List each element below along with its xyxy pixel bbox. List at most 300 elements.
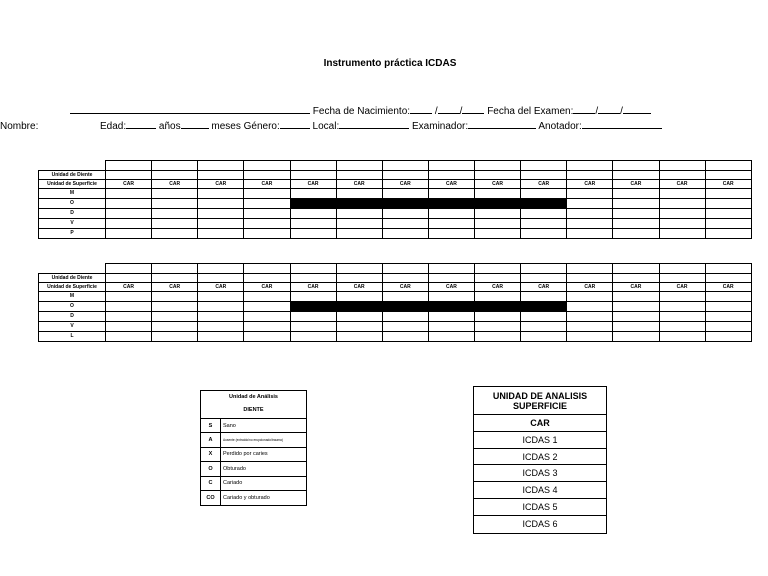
surface-cell[interactable] [475,229,521,239]
tooth-header-cell[interactable] [290,161,336,171]
tooth-unit-cell[interactable] [705,274,751,283]
surface-cell[interactable] [613,322,659,332]
car-cell: CAR [244,180,290,189]
table-corner [39,161,106,171]
tooth-unit-cell[interactable] [336,274,382,283]
car-cell: CAR [382,180,428,189]
surface-cell[interactable] [428,229,474,239]
surface-cell[interactable] [106,209,152,219]
car-cell: CAR [428,180,474,189]
tooth-header-cell[interactable] [659,264,705,274]
tooth-unit-cell[interactable] [382,274,428,283]
car-cell: CAR [428,283,474,292]
surface-cell[interactable] [152,189,198,199]
dates-line [70,104,651,117]
blocked-cell [428,199,474,209]
surface-cell[interactable] [659,322,705,332]
car-cell: CAR [567,180,613,189]
tooth-unit-cell[interactable] [290,274,336,283]
surface-cell[interactable] [428,209,474,219]
surface-cell[interactable] [567,219,613,229]
surface-cell[interactable] [567,199,613,209]
surface-cell[interactable] [336,219,382,229]
tooth-unit-cell[interactable] [106,171,152,180]
surface-cell[interactable] [336,312,382,322]
genero-label: Género: [243,121,280,132]
surface-cell[interactable] [705,332,751,342]
legend-diente-row [201,462,306,476]
surface-cell[interactable] [521,292,567,302]
label-unidad-diente: Unidad de Diente [39,171,106,180]
car-cell: CAR [521,283,567,292]
fecha-examen-year-field[interactable] [623,104,651,114]
legend-diente-desc: Ausente (extraído/no erupcionado/trauma) [223,438,283,443]
surface-cell[interactable] [290,189,336,199]
lower-teeth-table [38,263,752,342]
tooth-header-cell[interactable] [336,264,382,274]
surface-cell[interactable] [244,219,290,229]
car-cell: CAR [521,180,567,189]
car-cell: CAR [198,283,244,292]
surface-cell[interactable] [198,229,244,239]
legend-superficie-title-line2: SUPERFICIE [512,401,567,411]
car-cell: CAR [475,180,521,189]
nombre-label: Nombre: [0,121,39,132]
legend-diente-subtitle: DIENTE [201,402,306,419]
surface-label: P [39,229,106,239]
legend-superficie-title [474,387,606,415]
tooth-unit-cell[interactable] [198,274,244,283]
surface-cell[interactable] [705,189,751,199]
surface-cell[interactable] [428,332,474,342]
surface-cell[interactable] [613,199,659,209]
legend-superficie-item: ICDAS 3 [474,465,606,482]
surface-cell[interactable] [382,219,428,229]
surface-cell[interactable] [198,302,244,312]
blocked-cell [336,302,382,312]
tooth-unit-cell[interactable] [290,171,336,180]
surface-cell[interactable] [290,219,336,229]
surface-cell[interactable] [382,229,428,239]
legend-diente-desc: Cariado y obturado [223,495,270,502]
surface-cell[interactable] [198,292,244,302]
car-cell: CAR [290,180,336,189]
table-corner [39,264,106,274]
slash-1: / [434,106,438,117]
surface-cell[interactable] [244,312,290,322]
tooth-header-cell[interactable] [567,161,613,171]
legend-diente-desc: Cariado [223,480,243,487]
blocked-cell [290,302,336,312]
meses-label: meses [211,121,241,132]
edad-label: Edad: [100,121,127,132]
tooth-unit-cell[interactable] [613,171,659,180]
tooth-header-cell[interactable] [659,161,705,171]
edad-field[interactable] [126,119,156,129]
car-cell: CAR [659,180,705,189]
local-label: Local: [312,121,340,132]
surface-cell[interactable] [290,209,336,219]
fecha-nacimiento-label: Fecha de Nacimiento: [312,106,411,117]
surface-cell[interactable] [198,199,244,209]
tooth-header-cell[interactable] [244,264,290,274]
surface-cell[interactable] [290,292,336,302]
genero-field[interactable] [280,119,310,129]
surface-cell[interactable] [152,209,198,219]
tooth-header-cell[interactable] [475,161,521,171]
nombre-underline[interactable] [70,104,310,114]
legend-diente-desc: Obturado [223,465,246,472]
surface-cell[interactable] [428,292,474,302]
blocked-cell [382,199,428,209]
car-cell: CAR [198,180,244,189]
surface-cell[interactable] [613,189,659,199]
surface-cell[interactable] [613,292,659,302]
car-cell: CAR [106,283,152,292]
surface-cell[interactable] [152,322,198,332]
surface-cell[interactable] [613,219,659,229]
surface-cell[interactable] [521,229,567,239]
surface-cell[interactable] [290,229,336,239]
legend-diente-code: CO [201,491,221,505]
surface-cell[interactable] [475,219,521,229]
surface-cell[interactable] [567,302,613,312]
surface-cell[interactable] [336,322,382,332]
tooth-unit-cell[interactable] [336,171,382,180]
tooth-unit-cell[interactable] [475,171,521,180]
surface-cell[interactable] [567,332,613,342]
car-cell: CAR [475,283,521,292]
fecha-examen-label: Fecha del Examen: [487,106,574,117]
car-cell: CAR [382,283,428,292]
surface-cell[interactable] [567,292,613,302]
surface-cell[interactable] [106,302,152,312]
surface-cell[interactable] [336,189,382,199]
anos-field[interactable] [181,119,209,129]
tooth-unit-cell[interactable] [152,274,198,283]
surface-label: O [39,302,106,312]
legend-diente-desc: Sano [223,422,236,429]
blocked-cell [475,302,521,312]
surface-cell[interactable] [521,322,567,332]
surface-cell[interactable] [106,312,152,322]
tooth-unit-cell[interactable] [567,171,613,180]
tooth-unit-cell[interactable] [244,171,290,180]
legend-diente-code: A [201,433,221,446]
fecha-nacimiento-year-field[interactable] [462,104,484,114]
legend-diente-row [201,448,306,462]
surface-cell[interactable] [382,209,428,219]
car-cell: CAR [106,180,152,189]
surface-cell[interactable] [198,219,244,229]
tooth-header-cell[interactable] [290,264,336,274]
surface-cell[interactable] [613,312,659,322]
surface-cell[interactable] [290,322,336,332]
surface-cell[interactable] [106,292,152,302]
surface-cell[interactable] [475,332,521,342]
fecha-examen-month-field[interactable] [598,104,620,114]
surface-cell[interactable] [567,312,613,322]
surface-cell[interactable] [613,332,659,342]
surface-cell[interactable] [152,332,198,342]
surface-label: D [39,312,106,322]
tooth-header-cell[interactable] [567,264,613,274]
surface-cell[interactable] [659,312,705,322]
surface-cell[interactable] [428,189,474,199]
surface-cell[interactable] [659,199,705,209]
examinador-label: Examinador: [412,121,469,132]
legend-superficie [473,386,607,534]
surface-cell[interactable] [106,189,152,199]
surface-cell[interactable] [198,322,244,332]
tooth-header-cell[interactable] [613,264,659,274]
legend-diente-code: C [201,477,221,490]
legend-superficie-item: ICDAS 4 [474,482,606,499]
tooth-unit-cell[interactable] [428,171,474,180]
tooth-header-cell[interactable] [428,264,474,274]
tooth-unit-cell[interactable] [521,171,567,180]
surface-cell[interactable] [382,189,428,199]
surface-label: V [39,322,106,332]
surface-cell[interactable] [382,312,428,322]
legend-superficie-item: CAR [474,415,606,432]
surface-cell[interactable] [382,332,428,342]
tooth-unit-cell[interactable] [382,171,428,180]
tooth-unit-cell[interactable] [567,274,613,283]
tooth-header-cell[interactable] [613,161,659,171]
surface-cell[interactable] [382,322,428,332]
car-cell: CAR [244,283,290,292]
upper-teeth-table [38,160,752,239]
blocked-cell [521,199,567,209]
examinador-field[interactable] [468,119,536,129]
tooth-header-cell[interactable] [382,264,428,274]
legend-diente-code: S [201,419,221,432]
surface-cell[interactable] [705,312,751,322]
surface-cell[interactable] [106,322,152,332]
surface-label: O [39,199,106,209]
car-cell: CAR [290,283,336,292]
fecha-nacimiento-day-field[interactable] [410,104,432,114]
surface-cell[interactable] [659,302,705,312]
surface-cell[interactable] [567,209,613,219]
surface-cell[interactable] [475,209,521,219]
surface-cell[interactable] [382,292,428,302]
surface-cell[interactable] [244,332,290,342]
surface-cell[interactable] [705,322,751,332]
blocked-cell [428,302,474,312]
label-unidad-superficie: Unidad de Superficie [39,180,106,189]
car-cell: CAR [567,283,613,292]
surface-cell[interactable] [659,219,705,229]
car-cell: CAR [705,283,751,292]
tooth-unit-cell[interactable] [521,274,567,283]
surface-cell[interactable] [613,209,659,219]
surface-label: M [39,189,106,199]
tooth-unit-cell[interactable] [475,274,521,283]
fecha-examen-day-field[interactable] [573,104,595,114]
surface-cell[interactable] [705,292,751,302]
surface-label: M [39,292,106,302]
surface-cell[interactable] [475,292,521,302]
slash-3: / [595,106,599,117]
surface-cell[interactable] [244,199,290,209]
surface-cell[interactable] [198,209,244,219]
surface-cell[interactable] [567,229,613,239]
tooth-header-cell[interactable] [382,161,428,171]
tooth-unit-cell[interactable] [152,171,198,180]
car-cell: CAR [613,180,659,189]
legend-diente-title: Unidad de Análisis [228,394,278,400]
tooth-header-cell[interactable] [198,264,244,274]
tooth-header-cell[interactable] [475,264,521,274]
tooth-unit-cell[interactable] [106,274,152,283]
tooth-unit-cell[interactable] [244,274,290,283]
surface-cell[interactable] [244,229,290,239]
legend-diente [200,390,307,506]
surface-cell[interactable] [336,332,382,342]
car-cell: CAR [659,283,705,292]
legend-diente-row [201,419,306,433]
slash-2: / [459,106,463,117]
surface-cell[interactable] [244,322,290,332]
surface-cell[interactable] [428,322,474,332]
tooth-header-cell[interactable] [521,161,567,171]
blocked-cell [290,199,336,209]
tooth-header-cell[interactable] [336,161,382,171]
surface-label: D [39,209,106,219]
surface-cell[interactable] [336,292,382,302]
fecha-nacimiento-month-field[interactable] [438,104,460,114]
surface-cell[interactable] [244,189,290,199]
surface-cell[interactable] [705,229,751,239]
anos-label: años [158,121,181,132]
tooth-unit-cell[interactable] [428,274,474,283]
legend-diente-desc: Perdido por caries [223,451,268,458]
surface-cell[interactable] [659,332,705,342]
surface-cell[interactable] [336,209,382,219]
tooth-header-cell[interactable] [244,161,290,171]
blocked-cell [336,199,382,209]
surface-cell[interactable] [613,302,659,312]
surface-cell[interactable] [152,292,198,302]
surface-cell[interactable] [336,229,382,239]
blocked-cell [382,302,428,312]
surface-cell[interactable] [106,219,152,229]
surface-cell[interactable] [659,292,705,302]
tooth-header-cell[interactable] [152,161,198,171]
legend-diente-row [201,433,306,447]
surface-cell[interactable] [521,332,567,342]
tooth-unit-cell[interactable] [659,274,705,283]
tooth-unit-cell[interactable] [198,171,244,180]
legend-superficie-item: ICDAS 6 [522,518,558,529]
blocked-cell [475,199,521,209]
legend-superficie-title-line1: UNIDAD DE ANALISIS [492,391,588,401]
surface-cell[interactable] [521,189,567,199]
surface-cell[interactable] [290,312,336,322]
anotador-label: Anotador: [538,121,582,132]
tooth-header-cell[interactable] [106,264,152,274]
legend-diente-row [201,477,306,491]
surface-cell[interactable] [244,302,290,312]
tooth-header-cell[interactable] [428,161,474,171]
surface-cell[interactable] [475,312,521,322]
surface-cell[interactable] [475,322,521,332]
tooth-unit-cell[interactable] [613,274,659,283]
surface-cell[interactable] [152,199,198,209]
tooth-header-cell[interactable] [198,161,244,171]
surface-cell[interactable] [567,189,613,199]
surface-cell[interactable] [475,189,521,199]
anotador-field[interactable] [582,119,662,129]
surface-cell[interactable] [705,302,751,312]
surface-cell[interactable] [521,312,567,322]
document-title: Instrumento práctica ICDAS [323,58,457,69]
surface-cell[interactable] [152,219,198,229]
local-field[interactable] [339,119,409,129]
legend-diente-row [201,491,306,505]
surface-cell[interactable] [659,229,705,239]
tooth-header-cell[interactable] [152,264,198,274]
surface-cell[interactable] [567,322,613,332]
car-cell: CAR [152,283,198,292]
tooth-header-cell[interactable] [106,161,152,171]
surface-cell[interactable] [198,312,244,322]
surface-label: L [39,332,106,342]
surface-cell[interactable] [659,189,705,199]
surface-cell[interactable] [428,312,474,322]
surface-cell[interactable] [106,199,152,209]
surface-cell[interactable] [428,219,474,229]
surface-cell[interactable] [198,332,244,342]
label-unidad-diente: Unidad de Diente [39,274,106,283]
tooth-unit-cell[interactable] [705,171,751,180]
tooth-header-cell[interactable] [705,264,751,274]
surface-cell[interactable] [705,209,751,219]
surface-cell[interactable] [106,229,152,239]
surface-cell[interactable] [106,332,152,342]
slash-4: / [620,106,623,117]
surface-cell[interactable] [152,312,198,322]
tooth-header-cell[interactable] [521,264,567,274]
surface-cell[interactable] [290,332,336,342]
surface-cell[interactable] [521,219,567,229]
surface-cell[interactable] [705,199,751,209]
car-cell: CAR [336,180,382,189]
car-cell: CAR [705,180,751,189]
surface-cell[interactable] [659,209,705,219]
surface-cell[interactable] [244,292,290,302]
surface-cell[interactable] [198,189,244,199]
legend-superficie-item: ICDAS 5 [474,499,606,516]
blocked-cell [521,302,567,312]
surface-cell[interactable] [152,229,198,239]
legend-diente-code: X [201,448,221,461]
surface-cell[interactable] [613,229,659,239]
label-unidad-superficie: Unidad de Superficie [39,283,106,292]
tooth-header-cell[interactable] [705,161,751,171]
surface-cell[interactable] [244,209,290,219]
surface-cell[interactable] [705,219,751,229]
legend-diente-code: O [201,462,221,475]
car-cell: CAR [152,180,198,189]
surface-cell[interactable] [152,302,198,312]
surface-label: V [39,219,106,229]
surface-cell[interactable] [521,209,567,219]
car-cell: CAR [336,283,382,292]
tooth-unit-cell[interactable] [659,171,705,180]
